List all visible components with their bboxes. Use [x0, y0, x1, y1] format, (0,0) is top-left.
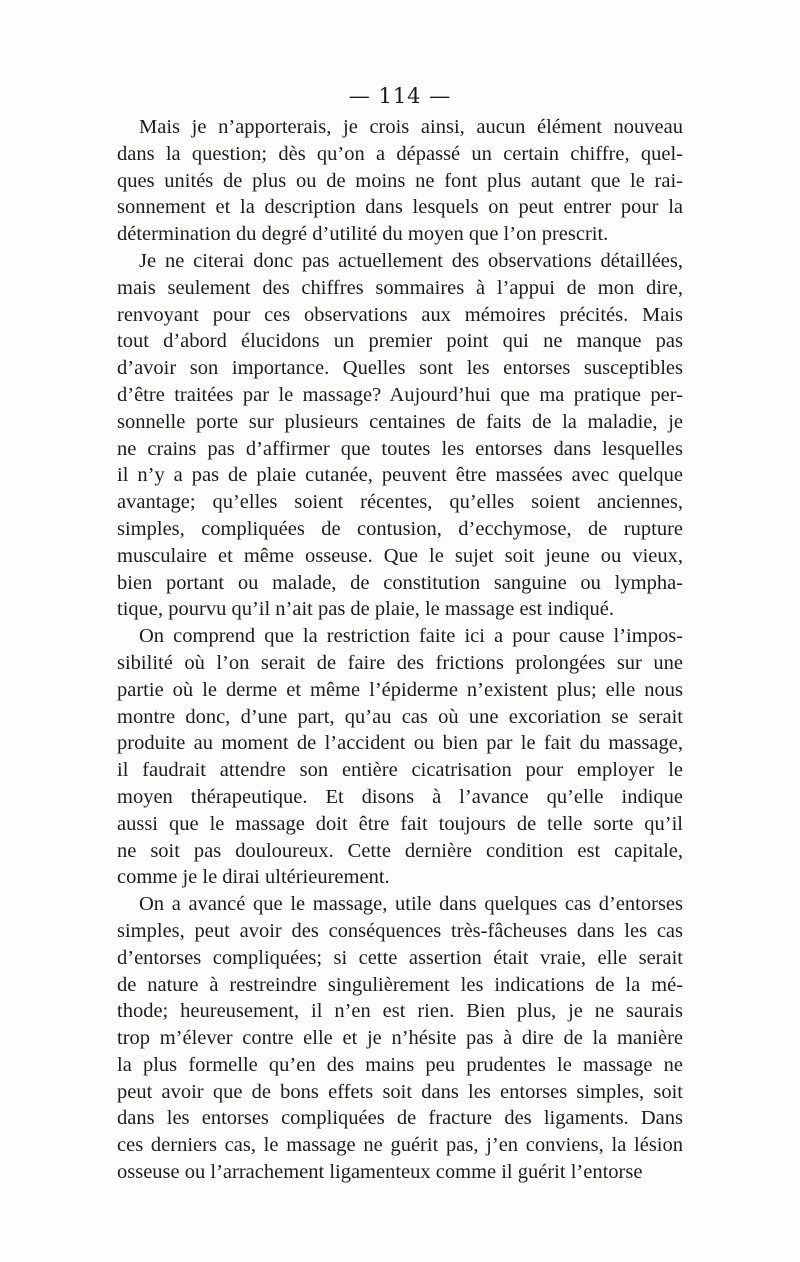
text-line: de nature à restreindre singulièrement les indications de la mé-: [117, 973, 683, 996]
text-line: détermination du degré d’utilité du moyen que l’on prescrit.: [117, 223, 609, 246]
text-line: bien portant ou malade, de constitution sanguine ou lympha-: [117, 571, 683, 594]
text-line: ne soit pas douloureux. Cette dernière condition est capitale,: [117, 839, 683, 862]
text-line: partie où le derme et même l’épiderme n’existent plus; elle nous: [117, 678, 683, 701]
text-line: avantage; qu’elles soient récentes, qu’elles soient anciennes,: [117, 491, 683, 514]
text-line: renvoyant pour ces observations aux mémoires précités. Mais: [117, 303, 683, 326]
text-line: Mais je n’apporterais, je crois ainsi, aucun élément nouveau: [139, 116, 683, 138]
paragraph: [117, 248, 683, 623]
text-line: comme je le dirai ultérieurement.: [117, 866, 390, 889]
text-line: Je ne citerai donc pas actuellement des observations détaillées,: [139, 249, 683, 272]
text-line: ques unités de plus ou de moins ne font plus autant que le rai-: [117, 169, 683, 192]
body-text: [117, 114, 683, 1186]
text-line: montre donc, d’une part, qu’au cas où une excoriation se serait: [117, 705, 683, 728]
text-line: sonnement et la description dans lesquels on peut entrer pour la: [117, 196, 683, 219]
text-line: ne crains pas d’affirmer que toutes les entorses dans lesquelles: [117, 437, 683, 460]
text-line: dans les entorses compliquées de fracture des ligaments. Dans: [117, 1107, 683, 1130]
text-line: simples, compliquées de contusion, d’ecchymose, de rupture: [117, 517, 683, 540]
text-line: moyen thérapeutique. Et disons à l’avance qu’elle indique: [117, 785, 683, 808]
text-line: thode; heureusement, il n’en est rien. Bien plus, je ne saurais: [117, 1000, 683, 1023]
text-line: osseuse ou l’arrachement ligamenteux comme il guérit l’entorse: [117, 1161, 643, 1184]
text-line: simples, peut avoir des conséquences très-fâcheuses dans les cas: [117, 919, 683, 942]
text-line: tique, pourvu qu’il n’ait pas de plaie, le massage est indiqué.: [117, 598, 614, 621]
text-line: dans la question; dès qu’on a dépassé un certain chiffre, quel-: [117, 142, 683, 165]
text-line: d’entorses compliquées; si cette assertion était vraie, elle serait: [117, 946, 683, 969]
text-line: mais seulement des chiffres sommaires à l’appui de mon dire,: [117, 276, 683, 299]
text-line: ces derniers cas, le massage ne guérit pas, j’en conviens, la lésion: [117, 1134, 683, 1157]
text-line: il faudrait attendre son entière cicatrisation pour employer le: [117, 759, 683, 782]
page-number: — 114 —: [348, 84, 452, 108]
text-line: il n’y a pas de plaie cutanée, peuvent être massées avec quelque: [117, 464, 683, 487]
text-line: On comprend que la restriction faite ici a pour cause l’impos-: [139, 625, 683, 648]
paragraph: [117, 623, 683, 891]
text-line: On a avancé que le massage, utile dans quelques cas d’entorses: [139, 893, 683, 916]
text-line: d’avoir son importance. Quelles sont les entorses susceptibles: [117, 357, 683, 380]
text-line: sibilité où l’on serait de faire des frictions prolongées sur une: [117, 651, 683, 674]
text-line: produite au moment de l’accident ou bien par le fait du massage,: [117, 732, 683, 755]
text-line: la plus formelle qu’en des mains peu prudentes le massage ne: [117, 1053, 683, 1076]
paragraph: [117, 891, 683, 1186]
text-line: sonnelle porte sur plusieurs centaines de faits de la maladie, je: [117, 410, 683, 433]
text-line: trop m’élever contre elle et je n’hésite pas à dire de la manière: [117, 1027, 683, 1050]
text-line: tout d’abord élucidons un premier point qui ne manque pas: [117, 330, 683, 353]
text-line: musculaire et même osseuse. Que le sujet soit jeune ou vieux,: [117, 544, 683, 567]
text-line: peut avoir que de bons effets soit dans les entorses simples, soit: [117, 1080, 683, 1103]
text-line: aussi que le massage doit être fait toujours de telle sorte qu’il: [117, 812, 683, 835]
paragraph: [117, 114, 683, 248]
text-line: d’être traitées par le massage? Aujourd’hui que ma pratique per-: [117, 383, 683, 406]
